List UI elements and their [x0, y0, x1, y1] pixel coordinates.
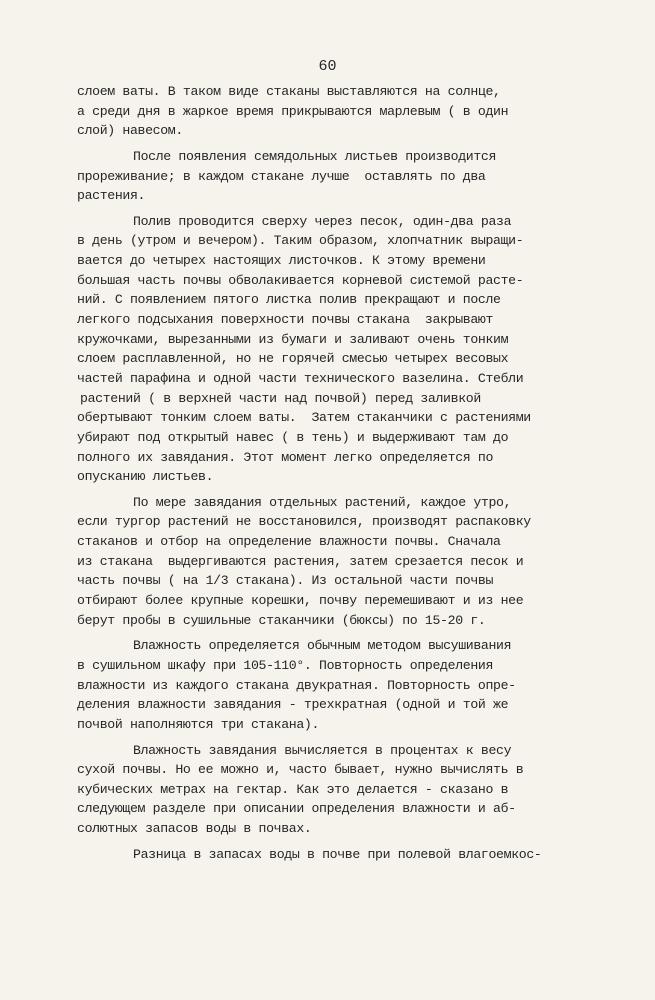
text-line: слоем расплавленной, но не горячей смесью четырех весовых — [77, 351, 509, 367]
paragraph-start-line: Влажность определяется обычным методом высушивания — [133, 638, 512, 654]
text-line: солютных запасов воды в почвах. — [77, 821, 312, 837]
paragraph-start-line: Полив проводится сверху через песок, один-два раза — [133, 213, 512, 229]
text-line: часть почвы ( на 1/3 стакана). Из остальной части почвы — [77, 573, 494, 589]
paragraph-start-line: По мере завядания отдельных растений, каждое утро, — [133, 494, 512, 510]
text-line: почвой наполняются три стакана). — [77, 716, 320, 732]
paragraph-start-line: Влажность завядания вычисляется в процентах к весу — [133, 742, 512, 758]
text-line: из стакана выдергиваются растения, затем срезается песок и — [77, 553, 524, 569]
text-line: частей парафина и одной части технического вазелина. Стебли — [77, 370, 524, 386]
text-line: кубических метрах на гектар. Как это делается - сказано в — [77, 781, 509, 797]
text-line: если тургор растений не восстановился, производят распаковку — [77, 514, 531, 530]
text-line: убирают под открытый навес ( в тень) и выдерживают там до — [77, 429, 509, 445]
text-line: легкого подсыхания поверхности почвы стакана закрывают — [77, 312, 494, 328]
text-line: полного их завядания. Этот момент легко определяется по — [77, 449, 494, 465]
text-line: обертывают тонким слоем ваты. Затем стаканчики с растениями — [77, 410, 531, 426]
text-line: растения. — [77, 188, 146, 204]
text-line: растений ( в верхней части над почвой) перед заливкой — [80, 390, 481, 406]
page-number: 60 — [318, 58, 337, 75]
text-line: прореживание; в каждом стакане лучше оставлять по два — [77, 168, 486, 184]
text-line: сухой почвы. Но ее можно и, часто бывает, нужно вычислять в — [77, 762, 524, 778]
text-line: стаканов и отбор на определение влажности почвы. Сначала — [77, 534, 501, 550]
text-line: в сушильном шкафу при 105-110°. Повторность определения — [77, 657, 494, 673]
text-line: следующем разделе при описании определения влажности и аб- — [77, 801, 516, 817]
text-line: вается до четырех настоящих листочков. К этому времени — [77, 253, 486, 269]
text-line: опусканию листьев. — [77, 469, 214, 485]
text-line: ний. С появлением пятого листка полив прекращают и после — [77, 292, 501, 308]
text-line: в день (утром и вечером). Таким образом, хлопчатник выращи- — [77, 233, 524, 249]
paragraph-start-line: Разница в запасах воды в почве при полевой влагоемкос- — [133, 846, 542, 862]
text-line: большая часть почвы обволакивается корневой системой расте- — [77, 272, 524, 288]
text-line: слоем ваты. В таком виде стаканы выставляются на солнце, — [77, 84, 501, 99]
paragraph-start-line: После появления семядольных листьев производится — [133, 148, 497, 164]
text-line: отбирают более крупные корешки, почву перемешивают и из нее — [77, 593, 524, 609]
text-line: влажности из каждого стакана двукратная. Повторность опре- — [77, 677, 516, 693]
body-text — [77, 82, 589, 864]
text-line: слой) навесом. — [77, 123, 183, 139]
text-line: берут пробы в сушильные стаканчики (бюксы) по 15-20 г. — [77, 612, 486, 628]
text-line: деления влажности завядания - трехкратная (одной и той же — [77, 697, 509, 713]
text-line: а среди дня в жаркое время прикрываются марлевым ( в один — [77, 103, 509, 119]
text-line: кружочками, вырезанными из бумаги и заливают очень тонким — [77, 331, 509, 347]
